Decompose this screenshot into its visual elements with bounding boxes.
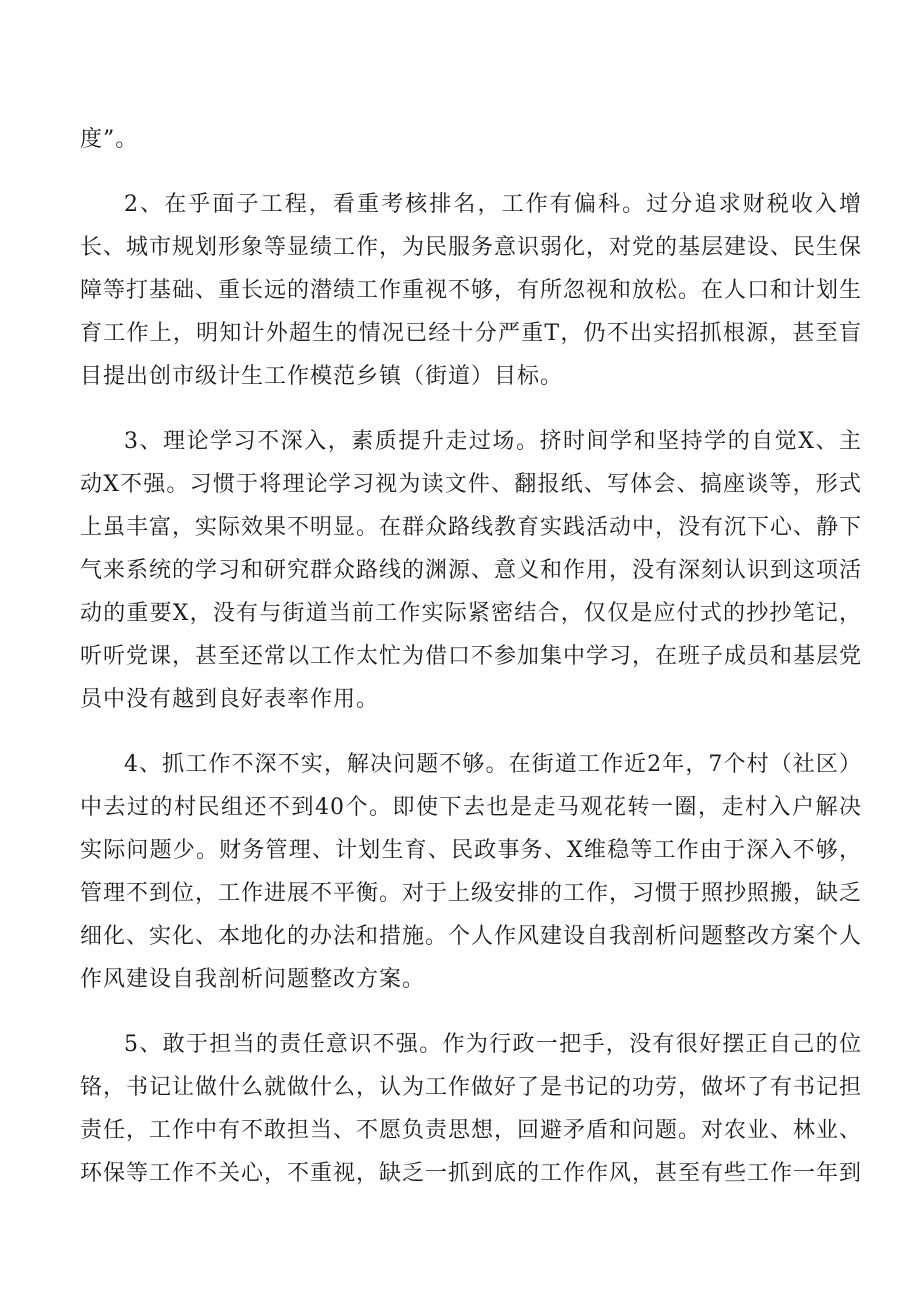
paragraph-4: 4、抓工作不深不实，解决问题不够。在街道工作近2年，7个村（社区）中去过的村民组还不到40个。即使下去也是走马观花转一圈，走村入户解决实际问题少。财务管理、计划生育、民政事务、X维稳等工作由于深入不够，管理不到位，工作进展不平衡。对于上级安排的工作，习惯于照抄照搬，缺乏细化、实化、本地化的办法和措施。个人作风建设自我剖析问题整改方案个人作风建设自我剖析问题整改方案。 — [80, 752, 863, 992]
paragraph-continuation: 度”。 — [80, 127, 139, 152]
paragraph-2: 2、在乎面子工程，看重考核排名，工作有偏科。过分追求财税收入增长、城市规划形象等显绩工作，为民服务意识弱化，对党的基层建设、民生保障等打基础、重长远的潜绩工作重视不够，有所忽视和放松。在人口和计划生育工作上，明知计外超生的情况已经十分严重T，仍不出实招抓根源，甚至盲目提出创市级计生工作模范乡镇（街道）目标。 — [80, 192, 863, 389]
paragraph-5: 5、敢于担当的责任意识不强。作为行政一把手，没有很好摆正自己的位铬，书记让做什么就做什么，认为工作做好了是书记的功劳，做坏了有书记担责任，工作中有不敢担当、不愿负责思想，回避矛盾和问题。对农业、林业、环保等工作不关心，不重视，缺乏一抓到底的工作作风，甚至有些工作一年到 — [80, 1032, 863, 1186]
paragraph-3: 3、理论学习不深入，素质提升走过场。挤时间学和坚持学的自觉X、主动X不强。习惯于将理论学习视为读文件、翻报纸、写体会、搞座谈等，形式上虽丰富，实际效果不明显。在群众路线教育实践活动中，没有沉下心、静下气来系统的学习和研究群众路线的渊源、意义和作用，没有深刻认识到这项活动的重要X，没有与街道当前工作实际紧密结合，仅仅是应付式的抄抄笔记，听听党课，甚至还常以工作太忙为借口不参加集中学习，在班子成员和基层党员中没有越到良好表率作用。 — [80, 429, 863, 712]
document-body — [80, 118, 862, 1217]
